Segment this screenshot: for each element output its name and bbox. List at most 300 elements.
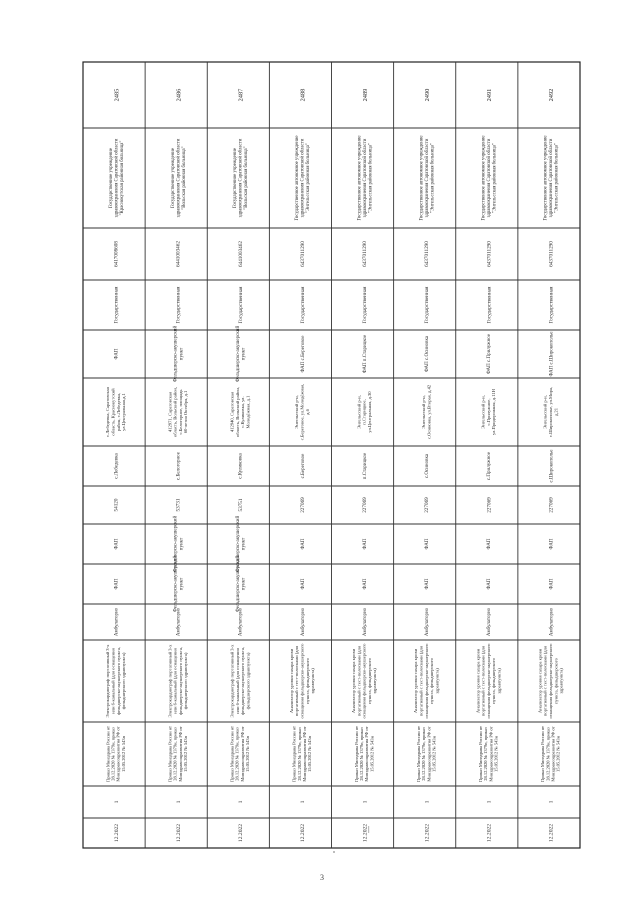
cell-line: здравпункта) bbox=[434, 668, 440, 694]
cell-date bbox=[114, 824, 120, 842]
cell-line: 2486 bbox=[175, 88, 183, 102]
cell-ownership bbox=[238, 286, 244, 323]
cell-line: Фельдшерско-акушерский bbox=[173, 515, 179, 573]
cell-line: 15.05.2012 № 543н bbox=[182, 736, 188, 772]
cell-ownership bbox=[114, 286, 120, 323]
cell-name bbox=[114, 348, 119, 359]
cell-line: ул.Центральная, д.30 bbox=[366, 391, 372, 433]
cell-date bbox=[362, 824, 368, 842]
cell-line: ул.Центральная,д.1 bbox=[121, 393, 127, 431]
cell-line: здравпункта) bbox=[310, 668, 316, 694]
cell-line: Минздравсоцразвития РФ от bbox=[302, 726, 308, 782]
cell-org bbox=[544, 136, 560, 221]
cell-line: ФАП bbox=[549, 538, 555, 550]
cell-org bbox=[482, 136, 498, 221]
cell-line: здравоохранения Саратовской области bbox=[114, 138, 120, 218]
cell-line: Государственное автономное учреждение bbox=[419, 135, 425, 221]
cell-line: Минздравсоцразвития РФ от bbox=[488, 726, 494, 782]
cell-line: 28.12.2020 № 1379н, приказ bbox=[110, 727, 116, 781]
cell-line: Молодёжная, д.1 bbox=[245, 395, 251, 429]
cell-line: район, с.Лебедевка, bbox=[115, 392, 121, 432]
cell-line: пункт bbox=[241, 537, 247, 551]
cell-line: ФАП с.Широкополье bbox=[549, 331, 555, 377]
cell-qty bbox=[362, 800, 368, 803]
cell-line: 6441003462 bbox=[175, 241, 182, 267]
cell-line: Приказ Минздрава России от bbox=[353, 725, 359, 783]
cell-line: 6441003462 bbox=[237, 241, 244, 267]
cell-qty bbox=[176, 800, 182, 803]
cell-line: Фельдшерско-акушерский bbox=[173, 325, 179, 383]
cell-line: 6437011290 bbox=[486, 241, 493, 267]
cell-inn bbox=[548, 241, 554, 267]
cell-line: Амбулаторно bbox=[362, 607, 368, 637]
cell-line: 227069 bbox=[486, 497, 493, 513]
cell-line: 412971, Саратовская bbox=[167, 391, 173, 433]
cell-line: или 6-канальный (для оснащения bbox=[110, 648, 116, 714]
cell-id bbox=[486, 89, 493, 102]
cell-settlement bbox=[114, 453, 119, 479]
scan-artifact bbox=[333, 851, 335, 853]
cell-care bbox=[487, 607, 492, 636]
cell-line: Амбулаторно bbox=[425, 607, 431, 637]
cell-line: пункта, фельдшерского bbox=[304, 658, 310, 704]
cell-id bbox=[362, 89, 369, 102]
cell-type2 bbox=[363, 578, 368, 589]
cell-qty bbox=[300, 800, 306, 803]
cell-line: 15.05.2012 № 543н bbox=[245, 736, 251, 772]
cell-line: Минздравсоцразвития РФ от bbox=[177, 726, 183, 782]
cell-line: "Энгельсская районная больница" bbox=[368, 143, 374, 213]
cell-line: 2489 bbox=[361, 88, 369, 102]
cell-line: пункта, фельдшерского bbox=[429, 658, 435, 704]
cell-qty bbox=[114, 800, 120, 803]
cell-line: Анализатор уровня сахара крови bbox=[351, 648, 357, 714]
cell-care bbox=[425, 607, 430, 636]
cell-address bbox=[105, 386, 127, 437]
cell-line: Государственная bbox=[362, 286, 369, 324]
cell-line: фельдшерского здравпункта) bbox=[245, 652, 251, 710]
cell-line: Электрокардиограф портативный 3-х bbox=[105, 644, 111, 718]
cell-settlement bbox=[487, 451, 492, 480]
cell-settlement bbox=[363, 452, 368, 479]
cell-line: 227069 bbox=[424, 497, 431, 513]
cell-line: область, Краснокутский bbox=[110, 388, 116, 436]
cell-line: 28.12.2020 № 1379н, приказ bbox=[172, 727, 178, 781]
cell-line: портативный с тест-полосками (для bbox=[542, 645, 548, 717]
cell-line: здравпункта) bbox=[496, 668, 502, 694]
cell-line: 2485 bbox=[113, 88, 121, 102]
cell-type2 bbox=[114, 578, 119, 589]
cell-ownership bbox=[300, 286, 306, 323]
cell-line: область, Вольский район, bbox=[234, 386, 240, 438]
cell-inn bbox=[300, 241, 306, 267]
cell-line: 28.12.2020 № 1379н, приказ bbox=[483, 727, 489, 781]
cell-code bbox=[424, 497, 430, 513]
cell-line: Государственное автономное учреждение bbox=[357, 135, 363, 221]
cell-line: ФАП bbox=[300, 538, 306, 550]
cell-care bbox=[239, 607, 244, 636]
cell-line: Амбулаторно bbox=[300, 607, 306, 637]
cell-inn bbox=[238, 241, 244, 267]
cell-line: 1 bbox=[486, 800, 493, 804]
cell-line: 2487 bbox=[237, 88, 245, 102]
cell-line: Амбулаторно bbox=[549, 607, 555, 637]
cell-line: Фельдшерско-акушерский bbox=[235, 555, 241, 613]
cell-line: 1 bbox=[362, 800, 369, 804]
cell-line: Приказ Минздрава России от bbox=[105, 725, 111, 783]
cell-line: или 6-канальный (для оснащения bbox=[172, 648, 178, 714]
cell-line: ФАП с.Осиновка bbox=[425, 335, 431, 373]
cell-line: с.Лебедевка bbox=[114, 453, 120, 479]
cell-id bbox=[175, 89, 182, 102]
cell-line: 12.2022 bbox=[113, 823, 120, 843]
cell-line: фельдшерского здравпункта) bbox=[121, 652, 127, 710]
cell-line: ФАП bbox=[114, 538, 120, 550]
cell-line: 6437011290 bbox=[299, 241, 306, 267]
cell-line: 12.2022 bbox=[362, 823, 369, 843]
cell-line: д.6 bbox=[304, 409, 310, 415]
cell-id bbox=[300, 89, 307, 102]
cell-line: Приказ Минздрава России от bbox=[415, 725, 421, 783]
cell-line: Минздравсоцразвития РФ от bbox=[115, 726, 121, 782]
cell-line: "Краснокутская районная больница" bbox=[119, 140, 125, 216]
cell-line: оснащения фельдшерско-акушерского bbox=[548, 643, 554, 719]
cell-line: 12.2022 bbox=[548, 823, 555, 843]
cell-name bbox=[487, 333, 492, 374]
cell-line: 6437011290 bbox=[362, 241, 369, 267]
cell-line: портативный с тест-полосками (для bbox=[418, 645, 424, 717]
cell-line: Государственная bbox=[548, 286, 555, 324]
cell-line: оснащения фельдшерско-акушерского bbox=[361, 643, 367, 719]
cell-name bbox=[549, 331, 554, 377]
cell-code bbox=[176, 498, 182, 511]
cell-line: Государственная bbox=[424, 286, 431, 324]
cell-inn bbox=[362, 241, 368, 267]
cell-line: 1 bbox=[175, 800, 182, 804]
cell-line: ФАП bbox=[425, 538, 431, 550]
cell-id bbox=[548, 89, 555, 102]
cell-line: фельдшерско-акушерского пункта, bbox=[240, 646, 246, 716]
cell-equipment bbox=[105, 644, 126, 718]
cell-line: 2491 bbox=[486, 88, 494, 102]
cell-line: "Энгельсская районная больница" bbox=[430, 143, 436, 213]
cell-line: здравоохранения Саратовской области bbox=[238, 138, 244, 218]
cell-line: "Вольская районная больница" bbox=[244, 146, 250, 210]
cell-type bbox=[549, 538, 554, 549]
cell-line: п.Старицкое, bbox=[361, 399, 367, 425]
cell-line: ФАП bbox=[487, 538, 493, 550]
cell-type bbox=[487, 538, 492, 549]
cell-line: с.Белогорное bbox=[176, 452, 182, 480]
cell-type bbox=[301, 538, 306, 549]
cell-line: с.Береговое, ул.Молодёжная, bbox=[299, 383, 305, 441]
cell-inn bbox=[424, 241, 430, 267]
cell-line: 1 bbox=[113, 800, 120, 804]
cell-line: 12.2022 bbox=[424, 823, 431, 843]
cell-address bbox=[167, 387, 189, 437]
cell-line: с.Широкополье, ул.Мира, bbox=[548, 386, 554, 438]
cell-line: 6437011290 bbox=[548, 241, 555, 267]
cell-line: оснащения фельдшерско-акушерского bbox=[299, 643, 305, 719]
cell-care bbox=[301, 607, 306, 636]
cell-line: ФАП bbox=[300, 578, 306, 590]
cell-line: 28.12.2020 № 1379н, приказ bbox=[234, 727, 240, 781]
cell-line: с.Береговое bbox=[300, 453, 306, 479]
cell-line: оснащения фельдшерско-акушерского bbox=[485, 643, 491, 719]
cell-org bbox=[295, 136, 311, 221]
cell-id bbox=[113, 89, 120, 102]
cell-line: портативный с тест-полосками (для bbox=[356, 645, 362, 717]
cell-line: здравоохранения Саратовской области bbox=[487, 138, 493, 218]
cell-line: Государственное учреждение bbox=[170, 148, 176, 208]
scan-artifact bbox=[368, 826, 369, 833]
cell-line: Энгельсский р-н, bbox=[480, 395, 486, 429]
cell-line: ФАП bbox=[549, 578, 555, 590]
cell-line: или 6-канальный (для оснащения bbox=[234, 648, 240, 714]
cell-org bbox=[109, 138, 125, 217]
cell-line: с.Прилужное, bbox=[485, 398, 491, 426]
cell-line: с.Лебедевка, Саратовская bbox=[105, 387, 111, 437]
cell-line: Фельдшерско-акушерский bbox=[235, 325, 241, 383]
cell-line: Фельдшерско-акушерский bbox=[173, 555, 179, 613]
cell-line: с.Осиновка bbox=[425, 453, 431, 479]
cell-line: Минздравсоцразвития РФ от bbox=[426, 726, 432, 782]
cell-line: пункт bbox=[179, 577, 185, 591]
cell-line: 227069 bbox=[362, 497, 369, 513]
cell-ownership bbox=[486, 286, 492, 323]
cell-line: Амбулаторно bbox=[238, 607, 244, 637]
cell-settlement bbox=[177, 451, 182, 480]
cell-line: с.Куликовка bbox=[238, 453, 244, 479]
cell-line: Государственная bbox=[113, 286, 120, 324]
cell-line: Энгельсский р-н, bbox=[356, 395, 362, 429]
cell-line: с.Осиновка, ул.Вторая, д.42 bbox=[426, 384, 432, 440]
cell-line: "Энгельсская районная больница" bbox=[554, 143, 560, 213]
cell-line: Государственное учреждение bbox=[108, 148, 114, 208]
cell-line: д.21 bbox=[553, 407, 559, 417]
cell-line: ул.Придорожная, д.11Н bbox=[491, 388, 497, 436]
cell-line: Приказ Минздрава России от bbox=[229, 725, 235, 783]
cell-line: ФАП bbox=[425, 578, 431, 590]
cell-line: ФАП bbox=[114, 348, 120, 360]
cell-settlement bbox=[549, 449, 554, 483]
cell-line: Минздравсоцразвития РФ от bbox=[550, 726, 556, 782]
cell-line: 15.05.2012 № 543н bbox=[555, 736, 561, 772]
cell-inn bbox=[176, 241, 182, 267]
cell-line: Государственная bbox=[175, 286, 182, 324]
cell-line: ФАП с.Береговое bbox=[300, 335, 306, 373]
cell-code bbox=[238, 498, 244, 511]
cell-line: ФАП с.Прилужное bbox=[487, 333, 493, 375]
cell-line: с.Куликовка, ул. bbox=[240, 396, 246, 428]
cell-line: пункта, фельдшерского bbox=[553, 658, 559, 704]
cell-qty bbox=[487, 800, 493, 803]
cell-line: 227069 bbox=[548, 497, 555, 513]
cell-line: 6417008608 bbox=[113, 241, 120, 267]
cell-line: пункта, фельдшерского bbox=[366, 658, 372, 704]
cell-line: Анализатор уровня сахара крови bbox=[288, 648, 294, 714]
cell-settlement bbox=[425, 453, 430, 478]
cell-line: 1 bbox=[300, 800, 307, 804]
cell-care bbox=[177, 607, 182, 636]
cell-line: Анализатор уровня сахара крови bbox=[475, 648, 481, 714]
cell-line: 53751 bbox=[237, 498, 244, 512]
cell-line: Анализатор уровня сахара крови bbox=[413, 648, 419, 714]
cell-line: Амбулаторно bbox=[487, 607, 493, 637]
cell-line: Государственная bbox=[299, 286, 306, 324]
cell-ownership bbox=[548, 286, 554, 323]
cell-ownership bbox=[176, 286, 182, 323]
cell-line: оснащения фельдшерско-акушерского bbox=[423, 643, 429, 719]
cell-line: здравоохранения Саратовской области bbox=[424, 138, 430, 218]
cell-line: 15.05.2012 № 543н bbox=[493, 736, 499, 772]
cell-line: 12.2022 bbox=[486, 823, 493, 843]
cell-line: Государственное учреждение bbox=[233, 148, 239, 208]
cell-code bbox=[362, 497, 368, 513]
cell-line: ФАП bbox=[487, 578, 493, 590]
cell-qty bbox=[549, 800, 555, 803]
cell-line: с.Белогорное, площадь bbox=[177, 389, 183, 435]
cell-type2 bbox=[549, 578, 554, 589]
cell-type bbox=[363, 538, 368, 549]
cell-line: пункта, фельдшерского bbox=[491, 658, 497, 704]
cell-type bbox=[114, 538, 119, 549]
cell-inn bbox=[486, 241, 492, 267]
cell-line: Минздравсоцразвития РФ от bbox=[364, 726, 370, 782]
cell-date bbox=[238, 824, 244, 842]
cell-line: 28.12.2020 № 1379н, приказ bbox=[545, 727, 551, 781]
page-number: 3 bbox=[320, 873, 324, 882]
cell-line: Амбулаторно bbox=[114, 607, 120, 637]
cell-line: Электрокардиограф портативный 3-х bbox=[167, 644, 173, 718]
cell-line: 15.05.2012 № 543н bbox=[307, 736, 313, 772]
cell-line: здравпункта) bbox=[372, 668, 378, 694]
cell-qty bbox=[424, 800, 430, 803]
cell-line: 412940, Саратовская bbox=[229, 391, 235, 433]
cell-equipment bbox=[229, 644, 250, 718]
cell-org bbox=[233, 138, 249, 217]
cell-line: портативный с тест-полосками (для bbox=[480, 645, 486, 717]
cell-line: здравоохранения Саратовской области bbox=[362, 138, 368, 218]
cell-line: здравпункта) bbox=[558, 668, 564, 694]
cell-type2 bbox=[425, 578, 430, 589]
cell-line: 15.05.2012 № 543н bbox=[369, 736, 375, 772]
cell-line: "Энгельсская районная больница" bbox=[306, 143, 312, 213]
cell-line: 28.12.2020 № 1379н, приказ bbox=[421, 727, 427, 781]
cell-id bbox=[238, 88, 245, 102]
cell-name bbox=[425, 335, 430, 372]
cell-line: фельдшерско-акушерского пункта, bbox=[115, 646, 121, 716]
cell-line: Электрокардиограф портативный 3-х bbox=[229, 644, 235, 718]
cell-name bbox=[301, 335, 306, 373]
cell-line: 12.2022 bbox=[300, 823, 307, 843]
cell-line: 12.2022 bbox=[175, 823, 182, 843]
cell-line: Приказ Минздрава России от bbox=[478, 725, 484, 783]
cell-line: пункт bbox=[241, 577, 247, 591]
cell-line: 15.05.2012 № 543н bbox=[431, 736, 437, 772]
cell-line: "Энгельсская районная больница" bbox=[492, 143, 498, 213]
cell-ownership bbox=[424, 286, 430, 323]
cell-settlement bbox=[301, 453, 306, 479]
cell-date bbox=[487, 824, 493, 842]
cell-org bbox=[357, 136, 373, 221]
cell-line: "Вольская районная больница" bbox=[181, 146, 187, 210]
cell-org bbox=[419, 136, 435, 221]
cell-line: Государственная bbox=[486, 286, 493, 324]
cell-line: 60-летия Октября, д.1 bbox=[183, 390, 189, 434]
cell-line: 2492 bbox=[548, 88, 556, 102]
cell-line: Амбулаторно bbox=[176, 607, 182, 637]
cell-line: 53731 bbox=[175, 498, 182, 512]
cell-line: 28.12.2020 № 1379н, приказ bbox=[296, 727, 302, 781]
cell-line: Минздравсоцразвития РФ от bbox=[239, 726, 245, 782]
cell-line: 28.12.2020 № 1379н, приказ bbox=[358, 727, 364, 781]
cell-line: 12.2022 bbox=[238, 823, 245, 843]
cell-line: с.Прилужное bbox=[487, 451, 493, 481]
cell-line: 6437011290 bbox=[424, 241, 431, 267]
cell-line: здравоохранения Саратовской области bbox=[549, 138, 555, 218]
cell-line: 1 bbox=[548, 800, 555, 804]
cell-code bbox=[486, 497, 492, 513]
cell-inn bbox=[114, 241, 120, 267]
cell-care bbox=[363, 607, 368, 636]
cell-line: Фельдшерско-акушерский bbox=[235, 515, 241, 573]
cell-code bbox=[300, 497, 306, 513]
cell-ownership bbox=[362, 286, 368, 323]
cell-type2 bbox=[487, 578, 492, 589]
cell-line: здравоохранения Саратовской области bbox=[300, 138, 306, 218]
cell-line: Энгельсский р-н, bbox=[294, 395, 300, 429]
cell-line: п.Старицкое bbox=[362, 452, 368, 480]
cell-equipment bbox=[167, 644, 188, 718]
cell-line: пункт bbox=[179, 347, 185, 361]
cell-line: 227069 bbox=[299, 497, 306, 513]
cell-line: 2490 bbox=[423, 88, 431, 102]
cell-date bbox=[300, 824, 306, 842]
cell-care bbox=[114, 607, 119, 636]
cell-line: Государственное автономное учреждение bbox=[543, 135, 549, 221]
cell-line: Энгельсский р-н, bbox=[542, 395, 548, 429]
cell-line: ФАП bbox=[362, 578, 368, 590]
cell-line: ФАП bbox=[362, 538, 368, 550]
cell-line: Энгельсский р-н, bbox=[421, 395, 427, 429]
cell-type bbox=[425, 538, 430, 549]
cell-settlement bbox=[239, 452, 244, 478]
cell-care bbox=[549, 607, 554, 636]
cell-id bbox=[424, 89, 431, 102]
cell-code bbox=[548, 497, 554, 513]
cell-type2 bbox=[301, 578, 306, 589]
cell-line: 54120 bbox=[113, 498, 120, 512]
cell-org bbox=[171, 138, 187, 217]
cell-line: Приказ Минздрава России от bbox=[291, 725, 297, 783]
cell-line: пункт bbox=[179, 537, 185, 551]
cell-line: Анализатор уровня сахара крови bbox=[537, 648, 543, 714]
cell-line: фельдшерского здравпункта) bbox=[183, 652, 189, 710]
cell-line: 15.05.2012 № 543н bbox=[120, 736, 126, 772]
cell-name bbox=[363, 334, 368, 373]
cell-line: ФАП п.Старицкое bbox=[362, 334, 368, 374]
cell-line: Государственное автономное учреждение bbox=[481, 135, 487, 221]
cell-line: 1 bbox=[238, 800, 245, 804]
cell-line: 1 bbox=[424, 800, 431, 804]
cell-line: здравоохранения Саратовской области bbox=[176, 138, 182, 218]
cell-line: пункт bbox=[241, 347, 247, 361]
cell-line: фельдшерско-акушерского пункта, bbox=[177, 646, 183, 716]
cell-code bbox=[114, 498, 120, 511]
cell-line: ФАП bbox=[114, 578, 120, 590]
cell-date bbox=[424, 824, 430, 842]
